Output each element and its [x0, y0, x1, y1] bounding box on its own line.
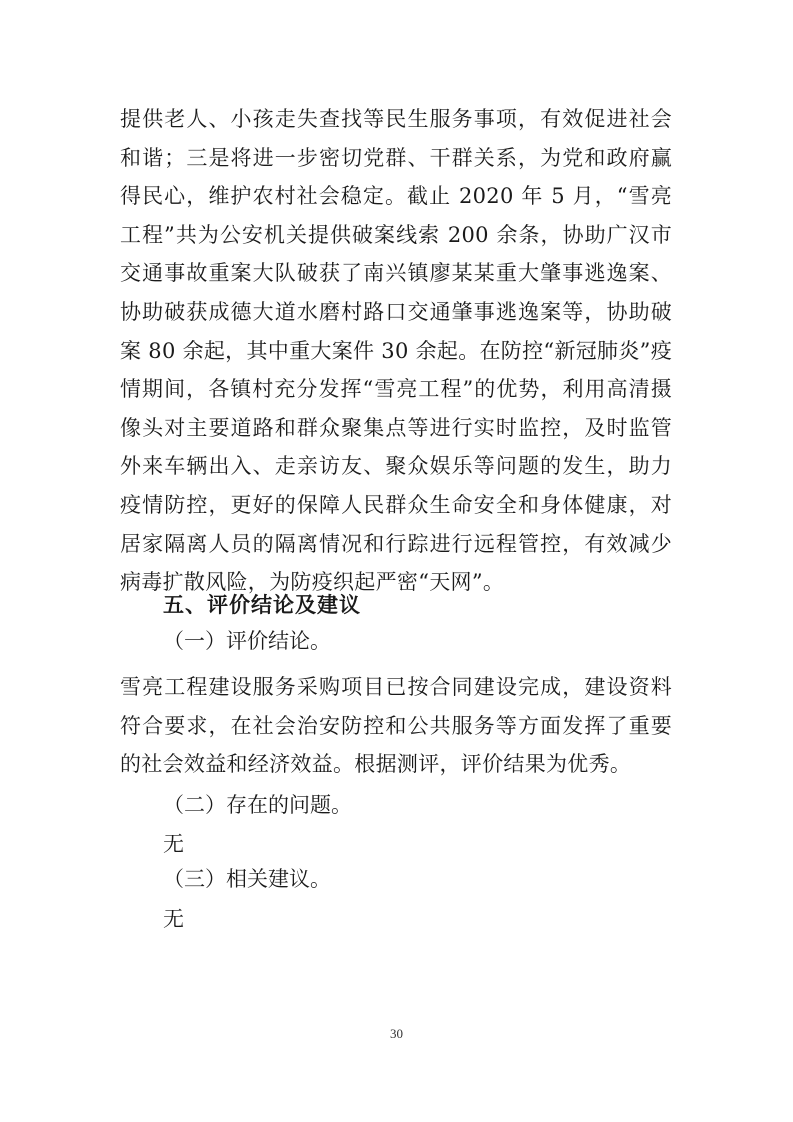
existing-problems-text: 无: [163, 832, 184, 856]
body-paragraph-impact: 提供老人、小孩走失查找等民生服务事项，有效促进社会和谐；三是将进一步密切党群、干群关系，为党和政府赢得民心，维护农村社会稳定。截止 2020 年 5 月，“雪亮工程”共为公安机关提供破案线索 200 余条，协助广汉市交通事故重案大队破获了南兴镇廖某某重大肇事逃逸案、协助破获成德大道水磨村路口交通肇事逃逸案等，协助破案 80 余起，其中重大案件 30 余起。在防控“新冠肺炎”疫情期间，各镇村充分发挥“雪亮工程”的优势，利用高清摄像头对主要道路和群众聚集点等进行实时监控，及时监管外来车辆出入、走亲访友、聚众娱乐等问题的发生，助力疫情防控，更好的保障人民群众生命安全和身体健康，对居家隔离人员的隔离情况和行踪进行远程管控，有效减少病毒扩散风险，为防疫织起严密“天网”。: [120, 107, 672, 595]
suggestions-text: 无: [163, 907, 184, 931]
section-heading-conclusion: 五、评价结论及建议: [163, 593, 361, 617]
sub-heading-suggestions: （三）相关建议。: [163, 867, 331, 891]
body-paragraph-conclusion: 雪亮工程建设服务采购项目已按合同建设完成，建设资料符合要求，在社会治安防控和公共服务等方面发挥了重要的社会效益和经济效益。根据测评，评价结果为优秀。: [120, 675, 672, 777]
sub-heading-evaluation-conclusion: （一）评价结论。: [163, 629, 331, 653]
sub-heading-existing-problems: （二）存在的问题。: [163, 793, 352, 817]
page-number: 30: [390, 1026, 403, 1041]
